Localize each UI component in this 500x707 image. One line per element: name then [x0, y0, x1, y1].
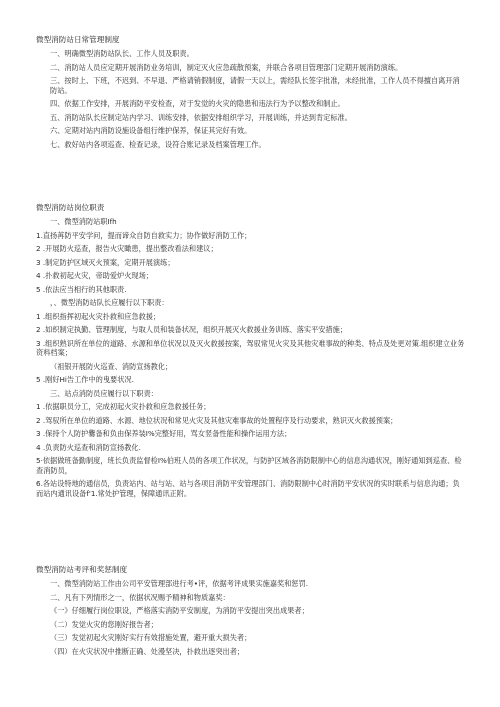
subsection-title: 三、站点消防员应履行以下职责： — [50, 388, 158, 398]
section-title: 微型消防站岗位职责 — [36, 203, 105, 212]
rule-item: 一、明确微型消防站队长、工作人员及职责。 — [50, 49, 194, 59]
rule-item: 五、消防站队长应制定站内学习、训练安排，依据安排组织学习，开展训练，并达到肯定标准。 — [50, 112, 352, 122]
subsection-title: 一、微型消防站职Ifh — [50, 217, 117, 227]
duty-item: 4 .负责防火巡查和消防宣扬教化. — [36, 442, 141, 452]
duty-item: 2 .如织制定执勤、管理制度，与取人员和装备状况，组织开展灭火救援业务训练、落实平安措施； — [36, 325, 348, 335]
section-daily-management — [36, 35, 466, 153]
rule-item: 二、凡有下列情形之一，依据状况赐予精神和物质嘉奖： — [50, 592, 230, 602]
rule-item: 《一》仔细履行岗位职设，严格落实消防平安制度，为消防平安提出突出成果者； — [50, 606, 309, 616]
rule-item: 三、按时上、下班，不迟到、不早退、严格请销假制度，请假一天以上，需经队长签字批准，未经批准，工作人员不得擅自离开消防站。 — [50, 76, 460, 95]
rule-item: （四）在火灾状况中推断正确、处漫坚决，扑救出逐突出者； — [50, 646, 245, 656]
section-title: 微型消防站考评和奖惩制度 — [36, 565, 128, 574]
duty-item: 2 .开展防火巡查，报告火灾瞰患，提出整改看法和建议； — [36, 244, 218, 254]
duty-item: 2 .驾驭所在单位的道路、水源、地位状况和常见火灾及其他灾难事故的处置程序及行动要求，熟识灭火救援预案； — [36, 415, 398, 425]
duty-item: （祖银开展防火巡查、消防宣扬教化； — [50, 361, 173, 371]
rule-item: （三）发觉初起火灾刚好实行有效措施处置，避开重大损失者； — [50, 633, 252, 643]
duty-item: 3 .制定防护区域灭火预案，定期开展演练； — [36, 257, 175, 267]
duty-item: 3 .组织熟识所在单位的道路、水源和单位状况以及灭火救援按案，驾驭常见火灾及其他灾难事故的种类、特点及处更对策.组织建立业务资料档案； — [36, 338, 465, 358]
duty-item: 1 .依据职员分工，完成初起火灾扑救和应急救援任务； — [36, 402, 211, 412]
duty-item: 5 .依法应当相行的其他职责. — [36, 284, 127, 294]
section-job-responsibilities — [36, 203, 466, 502]
section-evaluation-rewards — [36, 565, 466, 660]
duty-paragraph: 6.各站设特地的通信员，负责站内、站与站、站与各项目消防平安管理部门、消防限制中心时消防平安状况的实时联系与信息沟通；负而站内通讯设备f'1.常处护管理，保障通讯正附。 — [36, 479, 460, 498]
duty-item: 4 .扑救初起火灾，帝助爱炉火现场； — [36, 271, 153, 281]
duty-paragraph: 5·依据做班备勤制度，班长负责监督检I%伯班人员的各项工作状况，与防护区域各消防限制中心的信息沟通状况，刚好通知到巡查、检查消防员， — [36, 456, 462, 475]
duty-item: 5 .刚好Hi告工作中的曳要状况. — [36, 375, 134, 385]
rule-item: （二）发觉火灾的您刚好报告者； — [50, 619, 158, 629]
subsection-title: ，、微型消防站队长应履行以下职责： — [50, 298, 169, 308]
rule-item: 一、微型消防站工作由公司平安管理部进行考•评，依据考评成果实施嘉奖和惩罚. — [50, 579, 309, 589]
rule-item: 四、依据工作安排，开展消防平安检查，对于发觉的火灾的隐患和违法行为予以整改和制止。 — [50, 99, 345, 109]
rule-item: 二、消防站人员应定期开展消防业务培训，制定灭火应急疏散预案，并联合各项目管理部门定期开展消防演练。 — [50, 62, 403, 72]
duty-item: 1 .组织指挥初起火灾扑救和应急救援； — [36, 311, 161, 321]
rule-item: 七、救好站内各项巡查、检查记录，设符合账记录及档案管理工作。 — [50, 139, 266, 149]
duty-item: 1.直扬苒防平安学问，提而谛众自防自救实力；协作做好消防工作； — [36, 230, 252, 240]
duty-item: 3 .保持个人防护爨备和负由保养装I%完整好用，骂女竖备性能和操作运用方法； — [36, 429, 292, 439]
rule-item: 六、定期对站内消防设施设备组行维护保养，保证其完好有效。 — [50, 126, 252, 136]
section-title: 微型消防站日常管理制度 — [36, 35, 120, 44]
